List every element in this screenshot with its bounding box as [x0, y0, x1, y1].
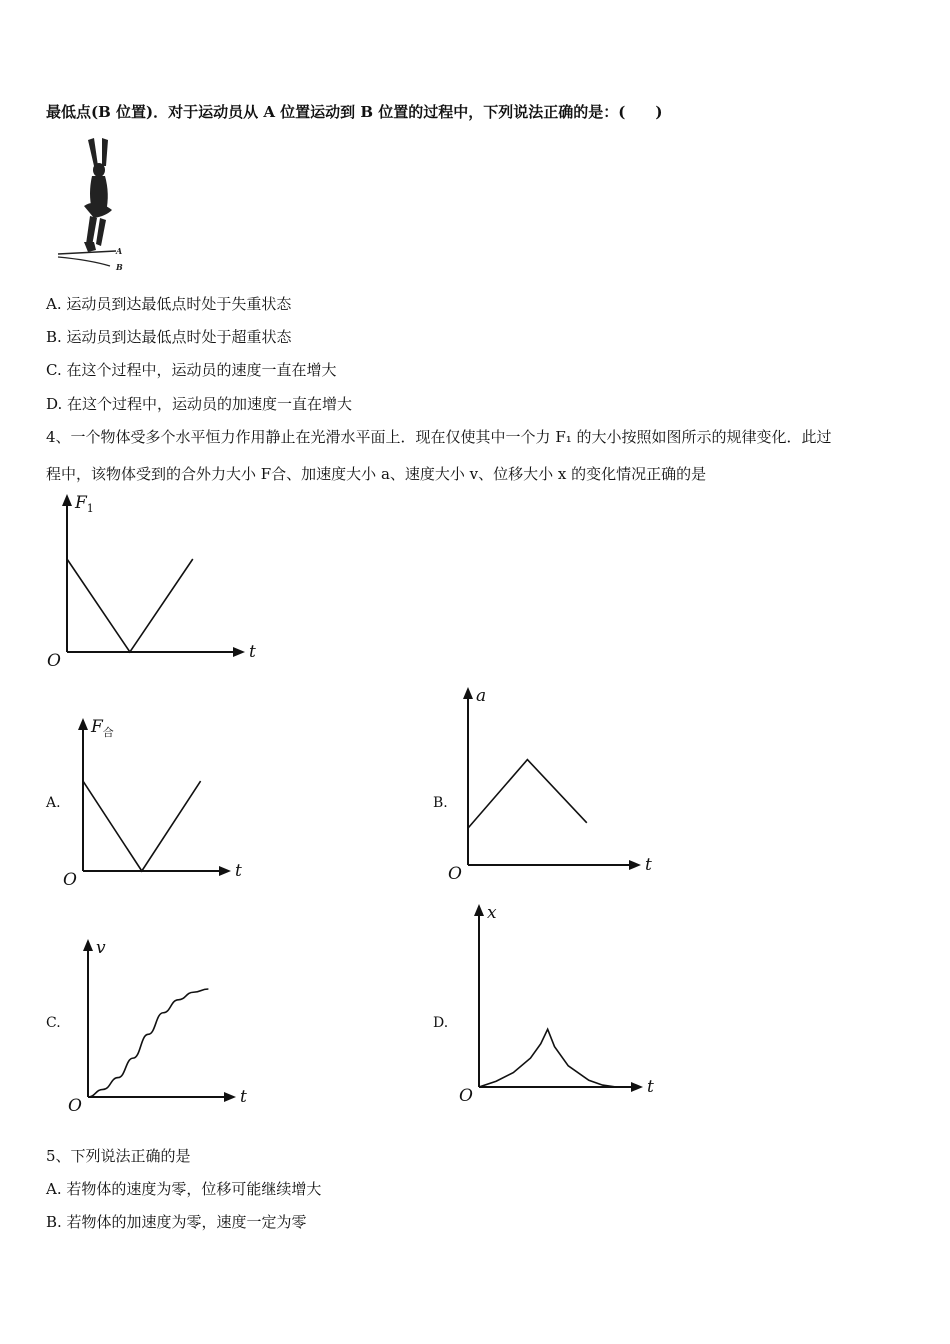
q5-option-a: A. 若物体的速度为零，位移可能继续增大	[46, 1180, 322, 1198]
series-line	[88, 989, 208, 1097]
y-axis-arrow	[78, 718, 88, 730]
y-axis-label: a	[476, 686, 487, 706]
q3-option-b: B. 运动员到达最低点时处于超重状态	[46, 328, 292, 346]
x-axis-arrow	[629, 860, 641, 870]
x-axis-arrow	[631, 1082, 643, 1092]
q3-stem: 最低点(B 位置)．对于运动员从 A 位置运动到 B 位置的过程中，下列说法正确的是：( )	[46, 103, 663, 121]
series-line	[479, 1029, 616, 1087]
series-line	[468, 760, 587, 829]
q4-option-d-label: D.	[433, 1015, 449, 1031]
x-axis-label: t	[249, 642, 256, 662]
q4-stem-line2: 程中，该物体受到的合外力大小 F合、加速度大小 a、速度大小 v、位移大小 x 的变化情况正确的是	[46, 465, 707, 483]
series-line	[83, 781, 201, 871]
q4-option-c-label: C.	[46, 1015, 61, 1031]
x-axis-label: t	[645, 855, 652, 875]
graph-f1-t	[40, 493, 256, 671]
x-axis-arrow	[224, 1092, 236, 1102]
y-axis-label: $F_合$	[91, 717, 114, 739]
y-axis-label: v	[96, 938, 106, 958]
origin-label: O	[63, 870, 77, 890]
q4-stem-line1: 4、一个物体受多个水平恒力作用静止在光滑水平面上．现在仅使其中一个力 F₁ 的大小按照如图所示的规律变化．此过	[46, 428, 832, 446]
y-axis-label: $F_1$	[75, 493, 94, 515]
y-axis-arrow	[463, 687, 473, 699]
origin-label: O	[68, 1096, 82, 1116]
graph-fhe-t	[58, 718, 248, 888]
y-axis-arrow	[474, 904, 484, 916]
origin-label: O	[448, 864, 462, 884]
x-axis-label: t	[235, 861, 242, 881]
q3-option-a: A. 运动员到达最低点时处于失重状态	[46, 295, 292, 313]
graph-x-t	[450, 903, 670, 1110]
origin-label: O	[47, 651, 61, 671]
graph-a-t	[448, 686, 652, 890]
x-axis-arrow	[233, 647, 245, 657]
y-axis-arrow	[62, 494, 72, 506]
y-axis-arrow	[83, 939, 93, 951]
figure-label-b: B	[116, 262, 123, 272]
diver-figure	[50, 136, 140, 276]
graph-v-t	[60, 935, 260, 1116]
q5-stem: 5、下列说法正确的是	[46, 1147, 191, 1165]
q3-option-c: C. 在这个过程中，运动员的速度一直在增大	[46, 361, 337, 379]
x-axis-label: t	[647, 1077, 654, 1097]
q5-option-b: B. 若物体的加速度为零，速度一定为零	[46, 1213, 307, 1231]
y-axis-label: x	[487, 903, 497, 923]
series-line	[67, 559, 193, 652]
figure-label-a: A	[116, 246, 123, 256]
x-axis-label: t	[240, 1087, 247, 1107]
x-axis-arrow	[219, 866, 231, 876]
q4-option-a-label: A.	[46, 795, 61, 811]
origin-label: O	[459, 1086, 473, 1106]
q3-option-d: D. 在这个过程中，运动员的加速度一直在增大	[46, 395, 353, 413]
q4-option-b-label: B.	[433, 795, 448, 811]
